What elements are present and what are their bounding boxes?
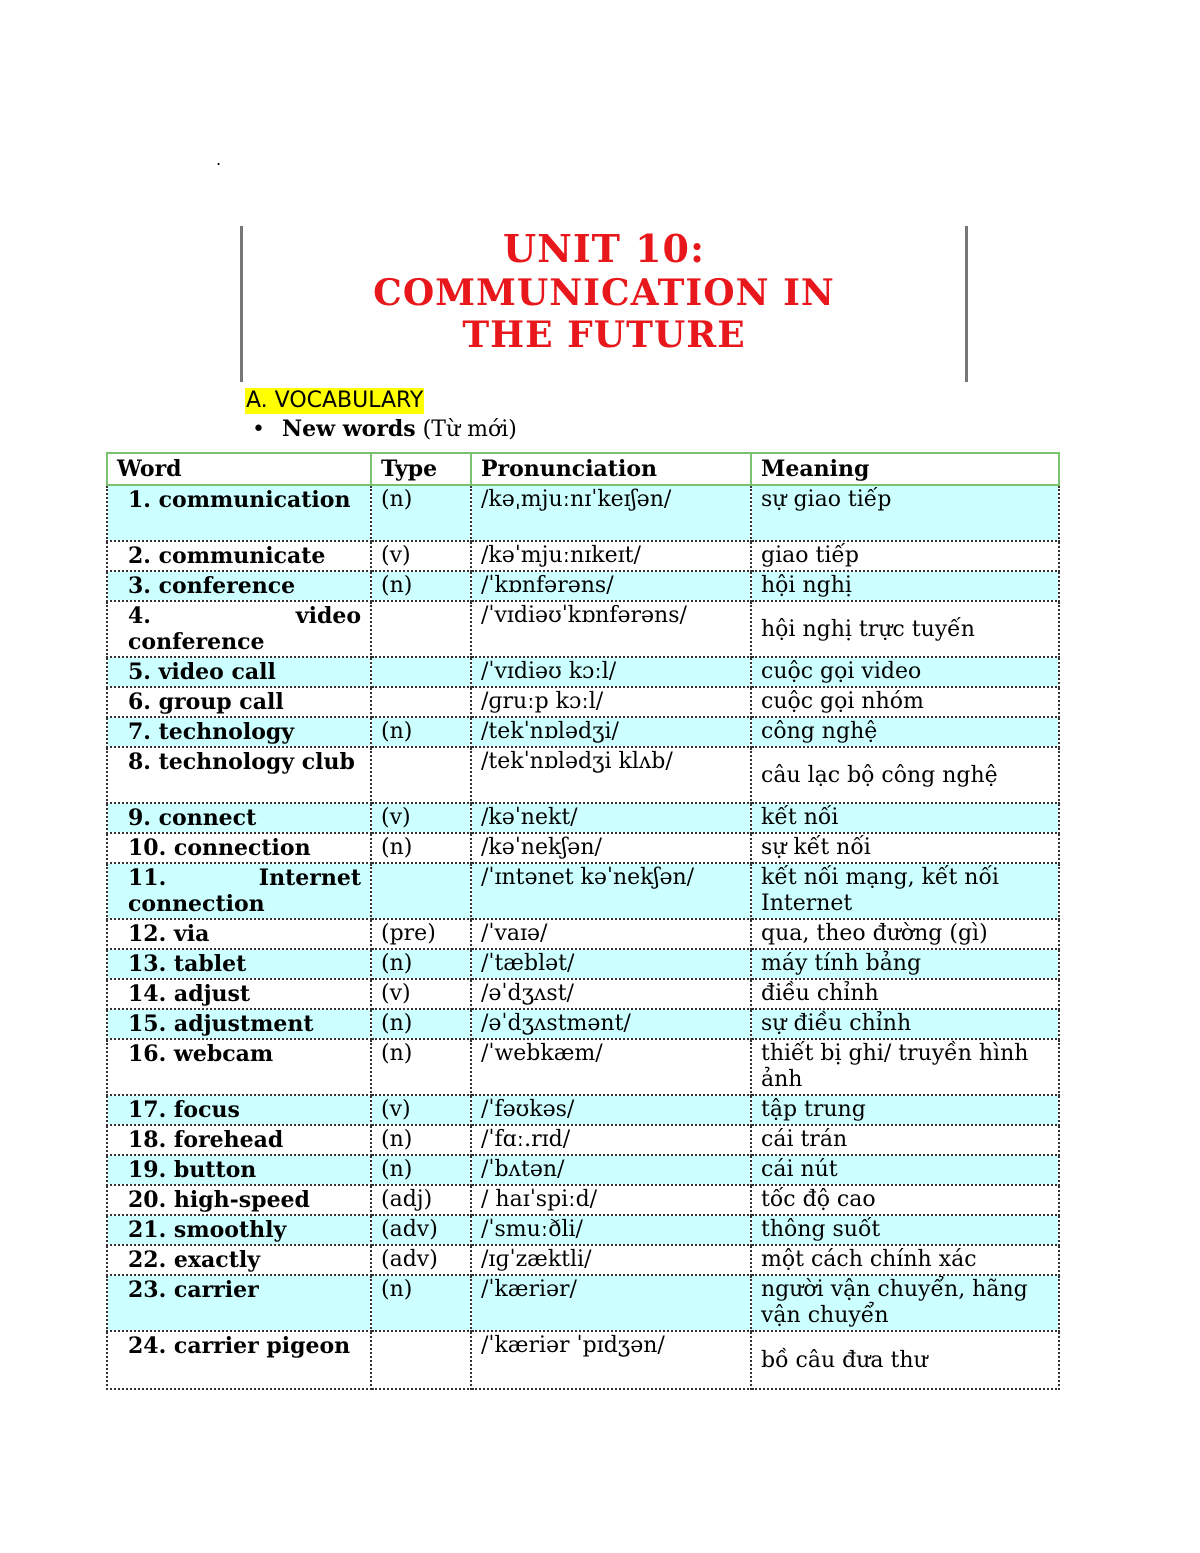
table-row: [107, 863, 1059, 919]
type-cell: (pre): [371, 919, 471, 949]
type-cell: [371, 687, 471, 717]
pronunciation-cell: /kəˈnekʃən/: [471, 833, 751, 863]
type-cell: (adv): [371, 1245, 471, 1275]
word-cell: 17. focus: [107, 1095, 371, 1125]
header-meaning: Meaning: [751, 453, 1059, 485]
word-cell: 7. technology: [107, 717, 371, 747]
word-cell: 9. connect: [107, 803, 371, 833]
word-cell: 3. conference: [107, 571, 371, 601]
word-cell: 1. communication: [107, 485, 371, 541]
pronunciation-cell: /ˈɪntənet kəˈnekʃən/: [471, 863, 751, 919]
meaning-cell: cuộc gọi nhóm: [751, 687, 1059, 717]
meaning-cell: người vận chuyển, hãng vận chuyển: [751, 1275, 1059, 1331]
type-cell: (n): [371, 833, 471, 863]
word-cell: 11. Internet connection: [107, 863, 371, 919]
type-cell: (v): [371, 979, 471, 1009]
bullet-icon: •: [252, 417, 265, 442]
table-row: [107, 601, 1059, 657]
meaning-cell: cái nút: [751, 1155, 1059, 1185]
meaning-cell: cuộc gọi video: [751, 657, 1059, 687]
word-cell: 24. carrier pigeon: [107, 1331, 371, 1389]
pronunciation-cell: /ˈvaɪə/: [471, 919, 751, 949]
table-row: [107, 949, 1059, 979]
word-cell: 12. via: [107, 919, 371, 949]
pronunciation-cell: /ˈfəʊkəs/: [471, 1095, 751, 1125]
type-cell: (v): [371, 803, 471, 833]
word-cell: 10. connection: [107, 833, 371, 863]
meaning-cell: sự kết nối: [751, 833, 1059, 863]
pronunciation-cell: /kəˌmjuːnɪˈkeɪʃən/: [471, 485, 751, 541]
table-row: [107, 1275, 1059, 1331]
table-row: [107, 1215, 1059, 1245]
word-cell: 15. adjustment: [107, 1009, 371, 1039]
type-cell: [371, 863, 471, 919]
type-cell: (v): [371, 541, 471, 571]
pronunciation-cell: / haɪˈspiːd/: [471, 1185, 751, 1215]
pronunciation-cell: /əˈdʒʌst/: [471, 979, 751, 1009]
title-box: [240, 226, 968, 382]
pronunciation-cell: /ˈvɪdiəʊˈkɒnfərəns/: [471, 601, 751, 657]
pronunciation-cell: /tekˈnɒlədʒi/: [471, 717, 751, 747]
type-cell: (n): [371, 571, 471, 601]
header-word: Word: [107, 453, 371, 485]
table-header-row: [107, 453, 1059, 485]
subheading: [252, 416, 517, 443]
meaning-cell: kết nối: [751, 803, 1059, 833]
type-cell: [371, 747, 471, 803]
word-cell: 21. smoothly: [107, 1215, 371, 1245]
unit-subtitle-line1: COMMUNICATION IN: [373, 272, 835, 314]
meaning-cell: hội nghị trực tuyến: [751, 601, 1059, 657]
type-cell: (n): [371, 1155, 471, 1185]
meaning-cell: bồ câu đưa thư: [751, 1331, 1059, 1389]
type-cell: (n): [371, 717, 471, 747]
meaning-cell: giao tiếp: [751, 541, 1059, 571]
table-row: [107, 1095, 1059, 1125]
meaning-cell: kết nối mạng, kết nối Internet: [751, 863, 1059, 919]
type-cell: (adv): [371, 1215, 471, 1245]
subheading-rest: (Từ mới): [415, 417, 517, 442]
table-row: [107, 979, 1059, 1009]
word-cell: 13. tablet: [107, 949, 371, 979]
table-row: [107, 833, 1059, 863]
type-cell: (v): [371, 1095, 471, 1125]
table-row: [107, 1125, 1059, 1155]
unit-subtitle-line2: THE FUTURE: [462, 314, 746, 356]
meaning-cell: công nghệ: [751, 717, 1059, 747]
unit-title: UNIT 10:: [502, 226, 706, 271]
vocabulary-table: [106, 452, 1060, 1390]
meaning-cell: qua, theo đường (gì): [751, 919, 1059, 949]
type-cell: (n): [371, 1275, 471, 1331]
table-row: [107, 919, 1059, 949]
type-cell: (n): [371, 1125, 471, 1155]
meaning-cell: một cách chính xác: [751, 1245, 1059, 1275]
meaning-cell: câu lạc bộ công nghệ: [751, 747, 1059, 803]
pronunciation-cell: /tekˈnɒlədʒi klʌb/: [471, 747, 751, 803]
pronunciation-cell: /kəˈnekt/: [471, 803, 751, 833]
table-row: [107, 747, 1059, 803]
pronunciation-cell: /ˈkɒnfərəns/: [471, 571, 751, 601]
pronunciation-cell: /kəˈmjuːnɪkeɪt/: [471, 541, 751, 571]
table-row: [107, 717, 1059, 747]
meaning-cell: tốc độ cao: [751, 1185, 1059, 1215]
table-row: [107, 1009, 1059, 1039]
word-cell: 4. video conference: [107, 601, 371, 657]
table-row: [107, 803, 1059, 833]
type-cell: [371, 1331, 471, 1389]
meaning-cell: thông suốt: [751, 1215, 1059, 1245]
table-row: [107, 1039, 1059, 1095]
word-cell: 5. video call: [107, 657, 371, 687]
meaning-cell: cái trán: [751, 1125, 1059, 1155]
type-cell: (adj): [371, 1185, 471, 1215]
word-cell: 8. technology club: [107, 747, 371, 803]
table-row: [107, 485, 1059, 541]
stray-dot: .: [216, 150, 222, 169]
type-cell: (n): [371, 1009, 471, 1039]
pronunciation-cell: /ˈtæblət/: [471, 949, 751, 979]
pronunciation-cell: /ˈkæriər ˈpɪdʒən/: [471, 1331, 751, 1389]
meaning-cell: tập trung: [751, 1095, 1059, 1125]
pronunciation-cell: /ɡruːp kɔːl/: [471, 687, 751, 717]
table-row: [107, 1245, 1059, 1275]
table-body: [107, 485, 1059, 1389]
type-cell: [371, 657, 471, 687]
word-cell: 23. carrier: [107, 1275, 371, 1331]
pronunciation-cell: /ɪɡˈzæktli/: [471, 1245, 751, 1275]
pronunciation-cell: /ˈkæriər/: [471, 1275, 751, 1331]
pronunciation-cell: /ˈsmuːðli/: [471, 1215, 751, 1245]
meaning-cell: điều chỉnh: [751, 979, 1059, 1009]
pronunciation-cell: /ˈbʌtən/: [471, 1155, 751, 1185]
pronunciation-cell: /ˈvɪdiəʊ kɔːl/: [471, 657, 751, 687]
header-type: Type: [371, 453, 471, 485]
type-cell: (n): [371, 1039, 471, 1095]
meaning-cell: sự giao tiếp: [751, 485, 1059, 541]
word-cell: 19. button: [107, 1155, 371, 1185]
word-cell: 14. adjust: [107, 979, 371, 1009]
pronunciation-cell: /ˈfɑː.rɪd/: [471, 1125, 751, 1155]
table-row: [107, 1155, 1059, 1185]
pronunciation-cell: /ˈwebkæm/: [471, 1039, 751, 1095]
section-heading: A. VOCABULARY: [246, 388, 424, 413]
meaning-cell: thiết bị ghi/ truyền hình ảnh: [751, 1039, 1059, 1095]
type-cell: [371, 601, 471, 657]
word-cell: 20. high-speed: [107, 1185, 371, 1215]
table-row: [107, 687, 1059, 717]
type-cell: (n): [371, 949, 471, 979]
word-cell: 2. communicate: [107, 541, 371, 571]
meaning-cell: máy tính bảng: [751, 949, 1059, 979]
header-pronunciation: Pronunciation: [471, 453, 751, 485]
meaning-cell: sự điều chỉnh: [751, 1009, 1059, 1039]
table-row: [107, 657, 1059, 687]
meaning-cell: hội nghị: [751, 571, 1059, 601]
table-row: [107, 1185, 1059, 1215]
table-row: [107, 1331, 1059, 1389]
word-cell: 22. exactly: [107, 1245, 371, 1275]
table-row: [107, 541, 1059, 571]
word-cell: 18. forehead: [107, 1125, 371, 1155]
type-cell: (n): [371, 485, 471, 541]
word-cell: 16. webcam: [107, 1039, 371, 1095]
pronunciation-cell: /əˈdʒʌstmənt/: [471, 1009, 751, 1039]
table-row: [107, 571, 1059, 601]
subheading-bold: New words: [282, 416, 416, 442]
word-cell: 6. group call: [107, 687, 371, 717]
